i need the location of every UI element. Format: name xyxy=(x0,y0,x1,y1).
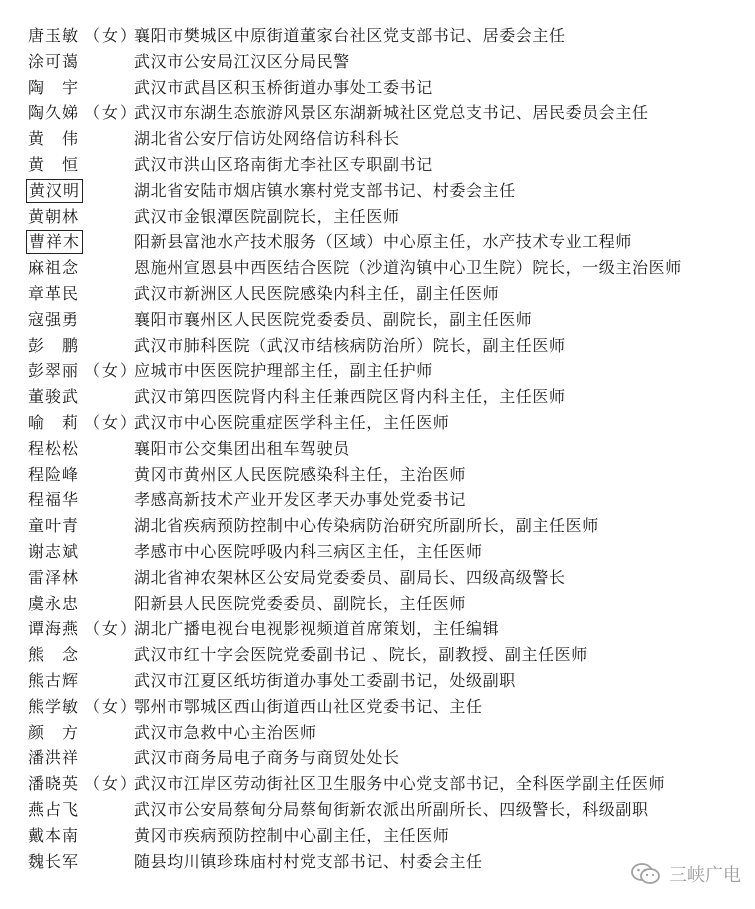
person-title: 阳新县富池水产技术服务（区域）中心原主任，水产技术专业工程师 xyxy=(134,232,633,252)
person-name: 章革民 xyxy=(28,284,80,303)
person-name: 熊古辉 xyxy=(28,671,80,690)
person-name: 陶 宇 xyxy=(28,77,80,97)
person-name: 熊学敏 xyxy=(28,696,80,716)
list-item xyxy=(0,539,755,565)
list-item xyxy=(0,487,755,513)
person-title: 孝感高新技术产业开发区孝天办事处党委书记 xyxy=(134,490,467,510)
person-title: 武汉市洪山区珞南街尤李社区专职副书记 xyxy=(134,155,433,174)
list-item xyxy=(0,384,755,410)
wechat-icon xyxy=(631,862,661,886)
person-title: 武汉市商务局电子商务与商贸处处长 xyxy=(134,748,400,768)
person-name: 彭 鹏 xyxy=(28,335,80,355)
list-item xyxy=(0,75,755,101)
person-title: 武汉市肺科医院（武汉市结核病防治所）院长，副主任医师 xyxy=(134,335,566,355)
person-title: 武汉市新洲区人民医院感染内科主任，副主任医师 xyxy=(134,284,500,303)
list-item xyxy=(0,307,755,333)
list-item xyxy=(0,100,755,126)
person-title: 湖北省公安厅信访处网络信访科科长 xyxy=(134,129,400,149)
person-name: 麻祖念 xyxy=(28,258,80,278)
list-item xyxy=(0,771,755,797)
person-title: 武汉市红十字会医院党委副书记 、院长，副教授、副主任医师 xyxy=(134,645,588,665)
person-title: 武汉市急救中心主治医师 xyxy=(134,722,317,742)
person-title: 应城市中医医院护理部主任，副主任护师 xyxy=(134,361,433,381)
list-item xyxy=(0,797,755,823)
list-item xyxy=(0,333,755,359)
person-title: 湖北省神农架林区公安局党委委员、副局长、四级高级警长 xyxy=(134,567,566,587)
person-gender: （女） xyxy=(84,619,139,639)
person-name: 程松松 xyxy=(28,438,80,458)
person-title: 武汉市第四医院肾内科主任兼西院区肾内科主任，主任医师 xyxy=(134,387,566,407)
person-title: 湖北省安陆市烟店镇水寨村党支部书记、村委会主任 xyxy=(134,180,516,200)
person-name: 虞永忠 xyxy=(28,593,80,613)
person-title: 黄冈市疾病预防控制中心副主任，主任医师 xyxy=(134,825,450,845)
person-title: 湖北广播电视台电视影视频道首席策划，主任编辑 xyxy=(134,619,500,639)
person-name: 唐玉敏 xyxy=(28,26,80,45)
person-name: 黄 伟 xyxy=(28,129,80,149)
person-name: 颜 方 xyxy=(28,722,80,742)
list-item xyxy=(0,178,755,204)
person-name: 黄 恒 xyxy=(28,155,80,174)
person-gender: （女） xyxy=(84,103,139,123)
watermark-text: 三峡广电 xyxy=(669,865,741,886)
person-gender: （女） xyxy=(84,26,139,45)
person-name: 谢志斌 xyxy=(28,542,80,561)
person-name: 熊 念 xyxy=(28,645,80,665)
person-title: 武汉市公安局蔡甸分局蔡甸街新农派出所副所长、四级警长，科级副职 xyxy=(134,800,649,819)
list-item xyxy=(0,745,755,771)
person-name: 燕占飞 xyxy=(28,800,80,819)
person-title: 武汉市东湖生态旅游风景区东湖新城社区党总支书记、居民委员会主任 xyxy=(134,103,649,123)
person-title: 襄阳市樊城区中原街道董家台社区党支部书记、居委会主任 xyxy=(134,26,566,45)
list-item xyxy=(0,126,755,152)
list-item xyxy=(0,616,755,642)
person-title: 襄阳市襄州区人民医院党委委员、副院长，副主任医师 xyxy=(134,309,533,329)
person-title: 孝感市中心医院呼吸内科三病区主任，主任医师 xyxy=(134,542,483,561)
person-title: 武汉市江夏区纸坊街道办事处工委副书记，处级副职 xyxy=(134,671,516,690)
list-item xyxy=(0,204,755,230)
person-name: 曹祥木 xyxy=(26,230,83,254)
list-item xyxy=(0,23,755,49)
person-name: 涂可蔼 xyxy=(28,51,80,71)
person-title: 阳新县人民医院党委委员、副院长，主任医师 xyxy=(134,593,467,613)
person-name: 魏长军 xyxy=(28,851,80,871)
person-name: 喻 莉 xyxy=(28,413,80,432)
list-item xyxy=(0,591,755,617)
list-item xyxy=(0,281,755,307)
person-title: 武汉市江岸区劳动街社区卫生服务中心党支部书记，全科医学副主任医师 xyxy=(134,774,666,794)
watermark xyxy=(631,861,741,887)
list-item xyxy=(0,642,755,668)
person-name: 谭海燕 xyxy=(28,619,80,639)
list-item xyxy=(0,694,755,720)
person-name: 程福华 xyxy=(28,490,80,510)
person-title: 武汉市中心医院重症医学科主任，主任医师 xyxy=(134,413,450,432)
list-item xyxy=(0,462,755,488)
person-title: 襄阳市公交集团出租车驾驶员 xyxy=(134,438,350,458)
list-item xyxy=(0,720,755,746)
person-name: 董骏武 xyxy=(28,387,80,407)
person-name: 黄朝林 xyxy=(28,206,80,226)
person-name: 程险峰 xyxy=(28,464,80,484)
list-item xyxy=(0,49,755,75)
list-item xyxy=(0,255,755,281)
person-title: 随县均川镇珍珠庙村村党支部书记、村委会主任 xyxy=(134,851,483,871)
list-item xyxy=(0,668,755,694)
list-item xyxy=(0,229,755,255)
person-name: 潘晓英 xyxy=(28,774,80,794)
list-item xyxy=(0,823,755,849)
person-title: 武汉市公安局江汉区分局民警 xyxy=(134,51,350,71)
person-name: 童叶青 xyxy=(28,516,80,536)
person-title: 鄂州市鄂城区西山街道西山社区党委书记、主任 xyxy=(134,696,483,716)
person-name: 潘洪祥 xyxy=(28,748,80,768)
person-name: 戴本南 xyxy=(28,825,80,845)
list-item xyxy=(0,436,755,462)
person-gender: （女） xyxy=(84,696,139,716)
list-item xyxy=(0,152,755,178)
list-item xyxy=(0,565,755,591)
person-title: 武汉市金银潭医院副院长，主任医师 xyxy=(134,206,400,226)
person-title: 恩施州宣恩县中西医结合医院（沙道沟镇中心卫生院）院长，一级主治医师 xyxy=(134,258,682,278)
person-gender: （女） xyxy=(84,413,139,432)
person-title: 湖北省疾病预防控制中心传染病防治研究所副所长，副主任医师 xyxy=(134,516,599,536)
person-name: 彭翠丽 xyxy=(28,361,80,381)
person-gender: （女） xyxy=(84,361,139,381)
person-name: 黄汉明 xyxy=(26,179,83,203)
list-item xyxy=(0,358,755,384)
list-item xyxy=(0,410,755,436)
person-title: 武汉市武昌区积玉桥街道办事处工委书记 xyxy=(134,77,433,97)
list-item xyxy=(0,513,755,539)
person-name: 雷泽林 xyxy=(28,567,80,587)
person-name: 寇强勇 xyxy=(28,309,80,329)
person-title: 黄冈市黄州区人民医院感染科主任，主治医师 xyxy=(134,464,467,484)
person-name: 陶久娣 xyxy=(28,103,80,123)
person-gender: （女） xyxy=(84,774,139,794)
